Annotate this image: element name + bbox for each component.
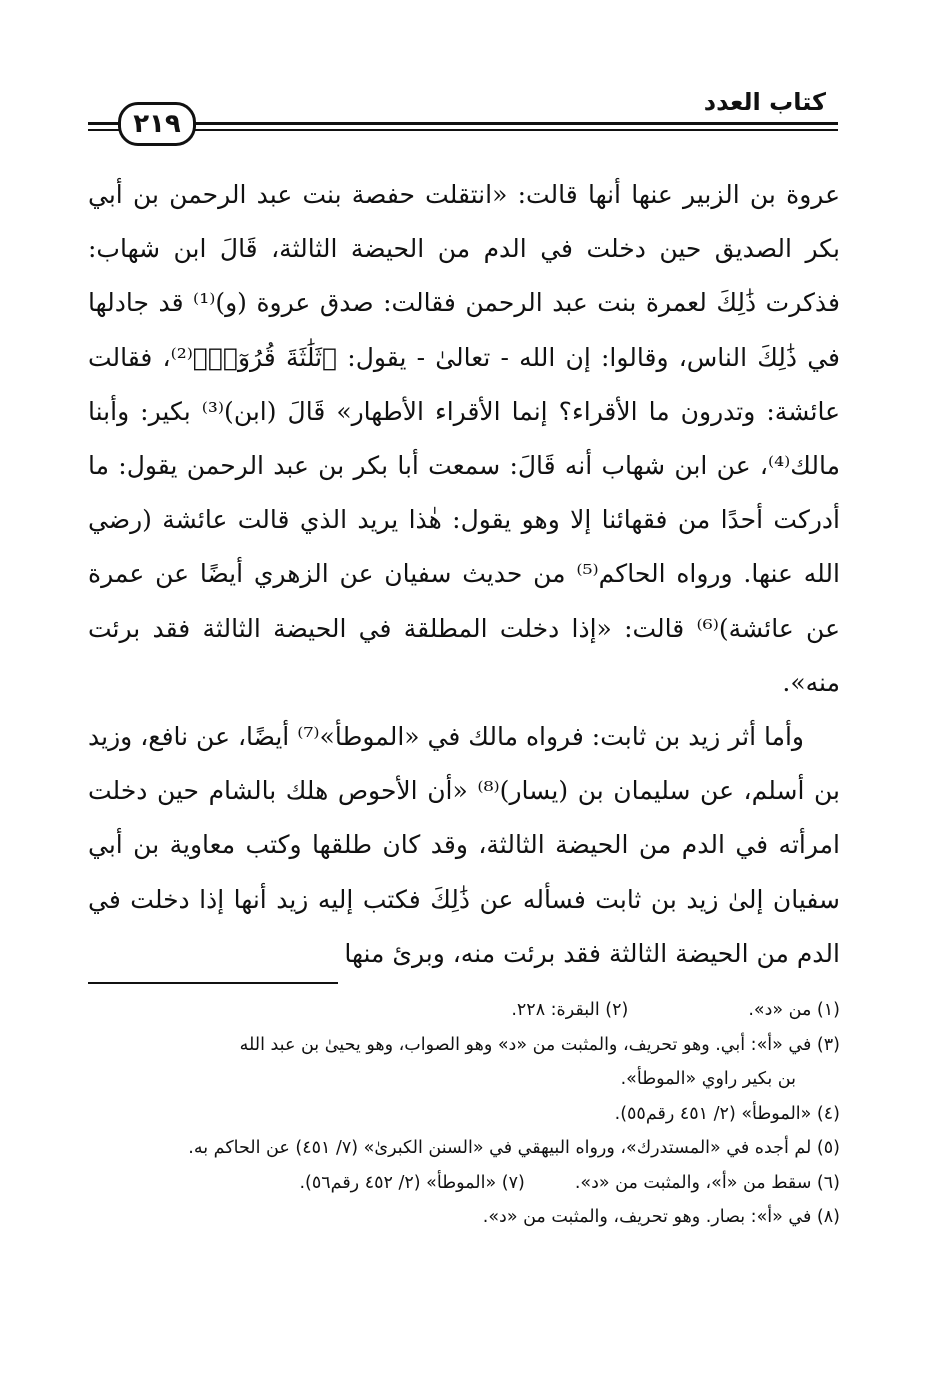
footnote-1: (١) من «د».: [748, 1000, 840, 1020]
footnote-2: (٢) البقرة: ٢٢٨.: [511, 1000, 629, 1020]
footnote-8: (٨) في «أ»: بصار. وهو تحريف، والمثبت من «د».: [482, 1207, 840, 1227]
footnote-7: (٧) «الموطأ» (٢/ ٤٥٢ رقم٥٦).: [299, 1172, 525, 1193]
running-title: كتاب العدد: [703, 88, 826, 116]
footnotes: [88, 993, 840, 1235]
paragraph: عروة بن الزبير عنها أنها قالت: «انتقلت حفصة بنت عبد الرحمن بن أبي بكر الصديق حين دخلت في الدم من الحيضة الثالثة، قَالَ ابن شهاب: فذكرت ذَٰلِكَ لعمرة بنت عبد الرحمن فقالت: صدق عروة (و)⁽¹⁾ قد جادلها في ذَٰلِكَ الناس، وقالوا: إن الله - تعالىٰ - يقول: ﴿ثَلَٰثَةَ قُرُوٓءٖ﴾⁽²⁾، فقالت عائشة: وتدرون ما الأقراء؟ إنما الأقراء الأطهار» قَالَ (ابن)⁽³⁾ بكير: وأبنا مالك⁽⁴⁾، عن ابن شهاب أنه قَالَ: سمعت أبا بكر بن عبد الرحمن يقول: ما أدركت أحدًا من فقهائنا إلا وهو يقول: هٰذا يريد الذي قالت عائشة (رضي الله عنها. ورواه الحاكم⁽⁵⁾ من حديث سفيان عن الزهري أيضًا عن عمرة عن عائشة)⁽⁶⁾ قالت: «إذا دخلت المطلقة في الحيضة الثالثة فقد برئت منه».: [88, 180, 840, 697]
footnote-5: (٥) لم أجده في «المستدرك»، ورواه البيهقي في «السنن الكبرىٰ» (٧/ ٤٥١) عن الحاكم به.: [188, 1138, 840, 1158]
footnote-separator: [88, 982, 338, 984]
footnote-4: (٤) «الموطأ» (٢/ ٤٥١ رقم٥٥).: [614, 1103, 840, 1124]
footnote-3-continued: بن بكير راوي «الموطأ».: [620, 1069, 796, 1089]
header-rule-thick: [88, 122, 838, 125]
header-rule-thin: [88, 129, 838, 131]
page-header: [88, 88, 838, 148]
footnote-row: [88, 993, 840, 1028]
footnote-row: [88, 1166, 840, 1201]
paragraph: وأما أثر زيد بن ثابت: فرواه مالك في «الموطأ»⁽⁷⁾ أيضًا، عن نافع، وزيد بن أسلم، عن سليمان بن (يسار)⁽⁸⁾ «أن الأحوص هلك بالشام حين دخلت امرأته في الدم من الحيضة الثالثة، وقد كان طلقها وكتب معاوية بن أبي سفيان إلىٰ زيد بن ثابت فسأله عن ذَٰلِكَ فكتب إليه زيد أنها إذا دخلت في الدم من الحيضة الثالثة فقد برئت منه، وبرئ منها: [88, 722, 840, 968]
footnote-6: (٦) سقط من «أ»، والمثبت من «د».: [574, 1172, 840, 1193]
main-text: [88, 168, 840, 981]
footnote-3: (٣) في «أ»: أبي. وهو تحريف، والمثبت من «د» وهو الصواب، وهو يحيىٰ بن عبد الله: [239, 1034, 840, 1055]
page-number: ٢١٩: [118, 102, 196, 146]
